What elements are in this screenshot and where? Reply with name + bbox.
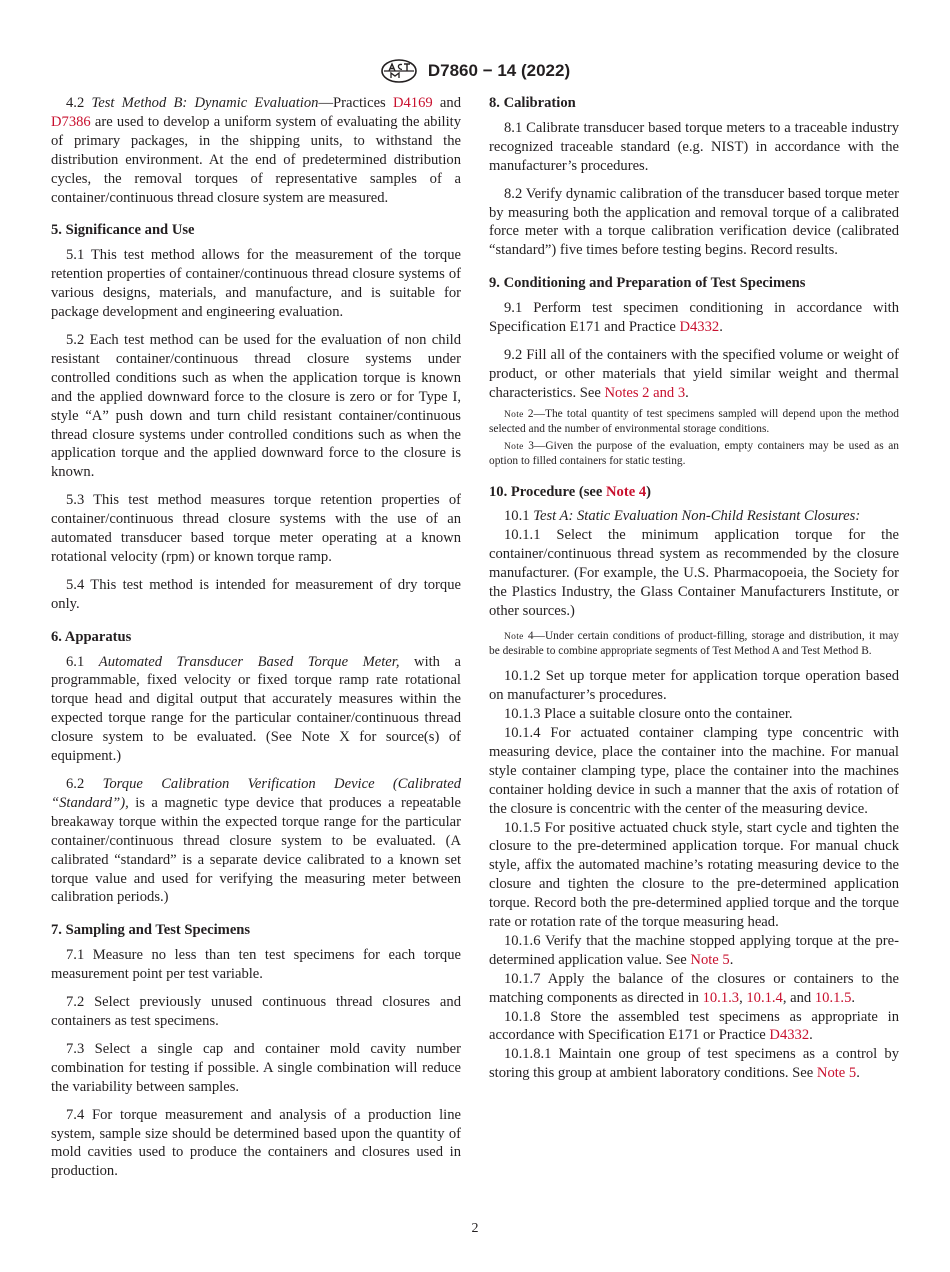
- ref-link-notes-2-3[interactable]: Notes 2 and 3: [604, 384, 686, 401]
- section-10-1: 10.1 Test A: Static Evaluation Non-Child Resistant Closures:: [504, 508, 861, 525]
- right-column: [489, 94, 899, 1083]
- note-3: Note 3—Given the purpose of the evaluation, empty containers may be used as an option to filled containers for static testing.: [489, 440, 899, 468]
- section-10-1-8: 10.1.8 Store the assembled test specimens as appropriate in accordance with Specification E171 or Practice D4332.: [489, 1008, 899, 1044]
- paragraph-7-2: 7.2 Select previously unused continuous thread closures and containers as test specimens.: [51, 994, 461, 1029]
- ref-link-d4332[interactable]: D4332: [679, 319, 720, 336]
- note-4: Note 4—Under certain conditions of product-filling, storage and distribution, it may be desirable to combine appropriate segments of Test Method A and Test Method B.: [489, 629, 899, 658]
- paragraph-5-1: 5.1 This test method allows for the measurement of the torque retention properties of container/continuous thread closure systems of various designs, materials, and manufacture, and is suitable for package development and engineering evaluation.: [51, 247, 461, 321]
- section-6-2: 6.2 Torque Calibration Verification Device (Calibrated “Standard”), is a magnetic type device that produces a repeatable breakaway torque within the expected torque range for the particular container/continuous thread closure system to be evaluated. (A calibrated “standard” is a separate device calibrated to a known set torque value and used for verifying the measuring meter between calibration periods.): [51, 776, 461, 906]
- paragraph-10-1-1: 10.1.1 Select the minimum application torque for the container/continuous thread system as recommended by the closure manufacturer. (For example, the U.S. Pharmacopoeia, the Society for the Plastics Industry, the Glass Container Manufacturers Institute, or other sources.): [489, 527, 899, 619]
- ref-link-note-5[interactable]: Note 5: [690, 951, 730, 968]
- note-2: Note 2—The total quantity of test specimens sampled will depend upon the method selected and the number of environmental storage conditions.: [489, 407, 899, 435]
- section-9-1: 9.1 Perform test specimen conditioning in accordance with Specification E171 and Practice D4332.: [489, 300, 899, 336]
- ref-link-d4332-second[interactable]: D4332: [769, 1027, 810, 1044]
- paragraph-10-1-5: 10.1.5 For positive actuated chuck style, start cycle and tighten the closure to the pre-determined application torque. For manual chuck style, affix the automated machine’s rotating measuring device to the closure and tighten the closure to the pre-determined application torque. Record both the pre-determined applied torque and the torque rate or rotation rate of the torque measuring head.: [489, 819, 899, 931]
- left-column: [51, 94, 461, 1190]
- paragraph-7-1: 7.1 Measure no less than ten test specimens for each torque measurement point per test variable.: [51, 947, 461, 983]
- ref-link-note-5-second[interactable]: Note 5: [816, 1065, 857, 1082]
- heading-section-6: 6. Apparatus: [51, 628, 132, 645]
- heading-section-7: 7. Sampling and Test Specimens: [51, 922, 251, 939]
- section-6-1: 6.1 Automated Transducer Based Torque Meter, with a programmable, fixed velocity or fixed torque ramp rate rotational torque head and digital output that accurately measures within the expected torque range for the particular container/continuous thread closure system to be evaluated. (See Note X for source(s) of equipment.): [51, 653, 461, 765]
- page-number: 2: [471, 1221, 479, 1236]
- paragraph-8-1: 8.1 Calibrate transducer based torque meters to a traceable industry recognized traceable standard (e.g. NIST) in accordance with the manufacturer’s procedures.: [489, 119, 899, 174]
- paragraph-10-1-2: 10.1.2 Set up torque meter for application torque operation based on manufacturer’s procedures.: [489, 668, 899, 704]
- ref-link-d7386[interactable]: D7386: [51, 113, 91, 130]
- astm-logo-icon: [380, 59, 418, 83]
- section-10-1-6: 10.1.6 Verify that the machine stopped applying torque at the pre-determined application value. See Note 5.: [489, 932, 899, 968]
- heading-section-10: 10. Procedure (see Note 4): [489, 483, 651, 500]
- ref-link-10-1-4[interactable]: 10.1.4: [746, 989, 783, 1006]
- ref-link-note-4[interactable]: Note 4: [606, 483, 647, 500]
- section-10-1-7: 10.1.7 Apply the balance of the closures or containers to the matching components as directed in 10.1.3, 10.1.4, and 10.1.5.: [489, 970, 899, 1006]
- paragraph-10-1-3: 10.1.3 Place a suitable closure onto the container.: [504, 706, 793, 723]
- section-9-2: 9.2 Fill all of the containers with the specified volume or weight of product, or other materials that yield similar weight and thermal characteristics. See Notes 2 and 3.: [489, 346, 899, 401]
- ref-link-10-1-5[interactable]: 10.1.5: [814, 989, 852, 1006]
- paragraph-10-1-4: 10.1.4 For actuated container clamping type concentric with measuring device, place the container into the machine. For manual style container clamping type, place the container into the machines container holding device in such a manner that the axis of rotation of the closure is concentric with the center of the measuring device.: [489, 724, 899, 817]
- ref-link-d4169[interactable]: D4169: [392, 95, 433, 111]
- paragraph-8-2: 8.2 Verify dynamic calibration of the transducer based torque meter by measuring both the application and removal torque of a calibrated force meter with a torque calibration verification device (calibrated “standard”) five times before testing begins. Record results.: [489, 185, 899, 259]
- heading-section-8: 8. Calibration: [489, 95, 576, 111]
- section-10-1-8-1: 10.1.8.1 Maintain one group of test specimens as a control by storing this group at ambient laboratory conditions. See Note 5.: [489, 1046, 899, 1082]
- heading-section-9: 9. Conditioning and Preparation of Test Specimens: [489, 275, 806, 292]
- page-header: [0, 59, 950, 85]
- paragraph-5-2: 5.2 Each test method can be used for the evaluation of non child resistant container/continuous thread closure systems under controlled conditions such as when the application torque is known and the applied downward force to the closure is zero or for Type I, style “A” push down and turn child resistant container/continuous thread closure systems under controlled conditions such as when the application torque and the applied downward force to the closure is known.: [51, 331, 461, 481]
- heading-section-5: 5. Significance and Use: [51, 222, 195, 239]
- document-designation: D7860 − 14 (2022): [427, 61, 571, 80]
- paragraph-7-3: 7.3 Select a single cap and container mold cavity number combination for testing if possible. A single combination will reduce the variability between samples.: [51, 1040, 461, 1095]
- paragraph-5-3: 5.3 This test method measures torque retention properties of container/continuous thread closure systems with the use of an automated transducer based torque meter operating at a known rotational velocity (rpm) or known torque ramp.: [51, 492, 461, 565]
- paragraph-5-4: 5.4 This test method is intended for measurement of dry torque only.: [51, 576, 461, 612]
- section-4-2: 4.2 Test Method B: Dynamic Evaluation—Practices D4169 and D7386 are used to develop a uniform system of evaluating the ability of primary packages, in the shipping units, to withstand the distribution environment. At the end of predetermined distribution cycles, the removal torques of representative samples of a container/continuous thread closure system are measured.: [51, 95, 461, 206]
- ref-link-10-1-3[interactable]: 10.1.3: [702, 989, 740, 1006]
- paragraph-7-4: 7.4 For torque measurement and analysis of a production line system, sample size should be determined based upon the quantity of mold cavities used to produce the containers and closures used in production.: [51, 1106, 461, 1180]
